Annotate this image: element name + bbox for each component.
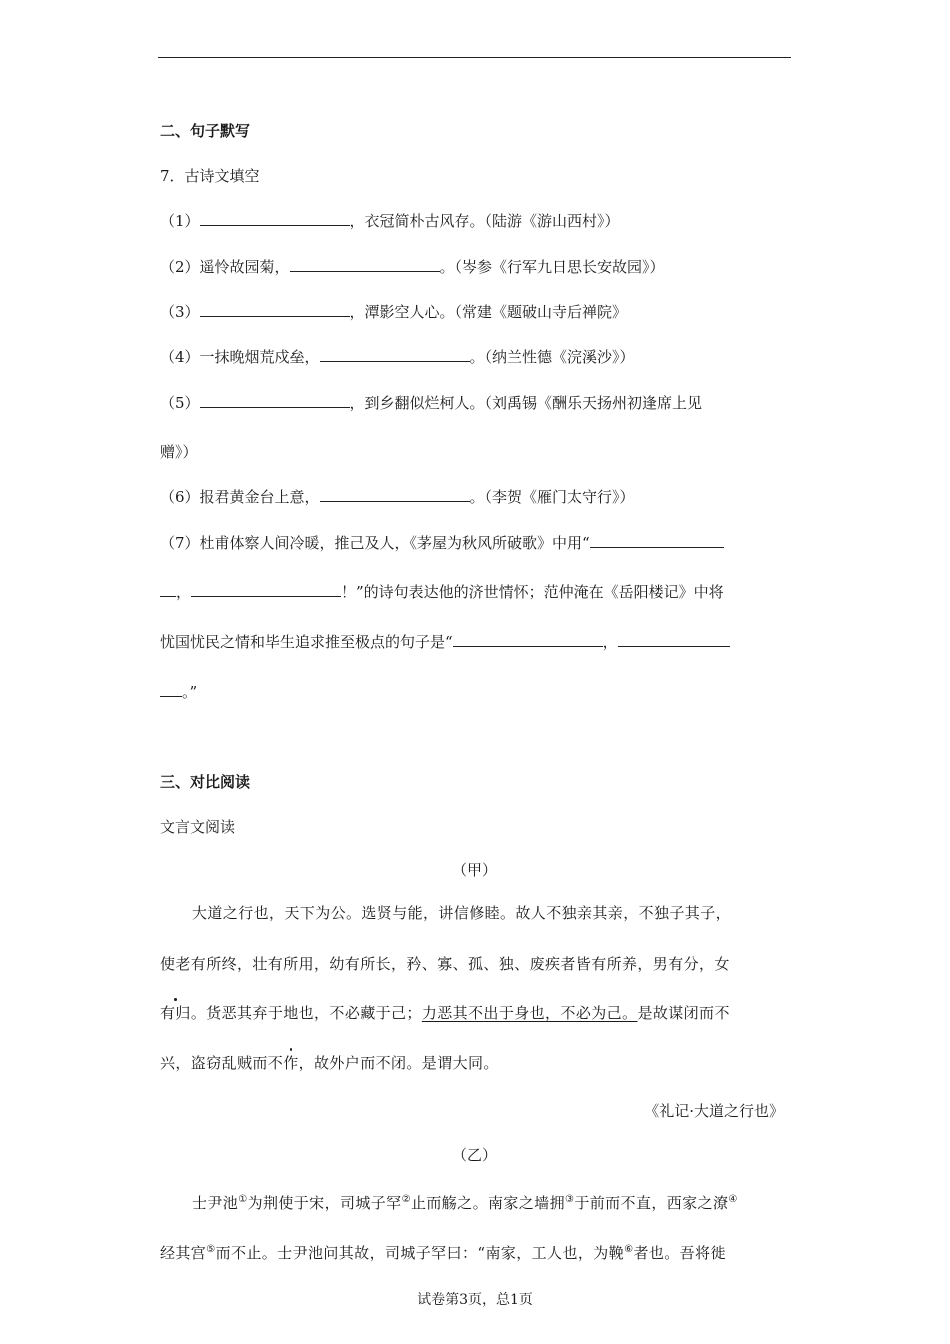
fill-item-7-line1: （7）杜甫体察人间冷暖，推己及人，《茅屋为秋风所破歌》中用“ — [160, 533, 724, 553]
answer-blank[interactable] — [191, 582, 341, 597]
page-footer: 试卷第3页，总1页 — [417, 1292, 533, 1308]
passage-yi-line: 经其宫⑤而不止。士尹池问其故，司城子罕曰：“南家，工人也，为鞔⑥者也。吾将徙 — [160, 1244, 726, 1262]
fill-item-6: （6）报君黄金台上意， 。（李贺《雁门太守行》） — [160, 488, 635, 506]
reading-subheading: 文言文阅读 — [160, 818, 236, 836]
question-7-title: 7．古诗文填空 — [160, 167, 260, 185]
answer-blank[interactable] — [200, 211, 350, 226]
passage-jia-line: 有归。货恶其弃于地也，不必藏于己；力恶其不出于身也，不必为己。是故谋闭而不 — [160, 1004, 730, 1022]
answer-blank[interactable] — [618, 632, 730, 647]
answer-blank[interactable] — [453, 632, 603, 647]
fill-item-7-line3: 忧国忧民之情和毕生追求推至极点的句子是“ ， — [160, 632, 730, 652]
fill-item-1: （1） ，衣冠简朴古风存。（陆游《游山西村》） — [160, 212, 620, 230]
answer-blank[interactable] — [320, 347, 470, 362]
section-three-heading: 三、对比阅读 — [160, 773, 251, 791]
answer-blank[interactable] — [200, 393, 350, 408]
emphasis-dot-word: 有归 — [160, 1004, 191, 1022]
underlined-sentence: 力恶其不出于身也，不必为己。 — [421, 1004, 638, 1022]
fill-item-4: （4）一抹晚烟荒戍垒， 。（纳兰性德《浣溪沙》） — [160, 348, 635, 366]
passage-jia-line: 使老有所终，壮有所用，幼有所长，矜、寡、孤、独、废疾者皆有所养，男有分，女 — [160, 955, 730, 973]
section-two-heading: 二、句子默写 — [160, 122, 251, 140]
answer-blank-continued[interactable] — [160, 582, 176, 597]
passage-yi-title: （乙） — [451, 1146, 497, 1164]
fill-item-7-line4: 。” — [160, 682, 197, 702]
passage-jia-source: 《礼记·大道之行也》 — [644, 1102, 784, 1120]
fill-item-2: （2）遥怜故园菊， 。（岑参《行军九日思长安故园》） — [160, 258, 665, 276]
passage-yi-line: 士尹池①为荆使于宋，司城子罕②止而觞之。南家之墙拥③于前而不直，西家之潦④ — [192, 1194, 738, 1212]
header-rule — [158, 57, 791, 58]
passage-jia-line: 兴，盗窃乱贼而不作，故外户而不闭。是谓大同。 — [160, 1054, 499, 1072]
passage-jia-title: （甲） — [451, 861, 497, 879]
answer-blank[interactable] — [290, 257, 440, 272]
passage-jia-line: 大道之行也，天下为公。选贤与能，讲信修睦。故人不独亲其亲，不独子其子， — [192, 904, 732, 922]
answer-blank[interactable] — [320, 487, 470, 502]
fill-item-7-line2: ， ！”的诗句表达他的济世情怀；范仲淹在《岳阳楼记》中将 — [160, 582, 724, 602]
answer-blank[interactable] — [200, 302, 350, 317]
fill-item-5: （5） ，到乡翻似烂柯人。（刘禹锡《酬乐天扬州初逢席上见 — [160, 394, 703, 412]
answer-blank-continued[interactable] — [160, 682, 182, 697]
fill-item-3: （3） ，潭影空人心。（常建《题破山寺后禅院》 — [160, 303, 628, 321]
answer-blank[interactable] — [590, 533, 724, 548]
emphasis-dot-word: 作 — [283, 1054, 299, 1072]
fill-item-5-continued: 赠》） — [160, 443, 198, 461]
